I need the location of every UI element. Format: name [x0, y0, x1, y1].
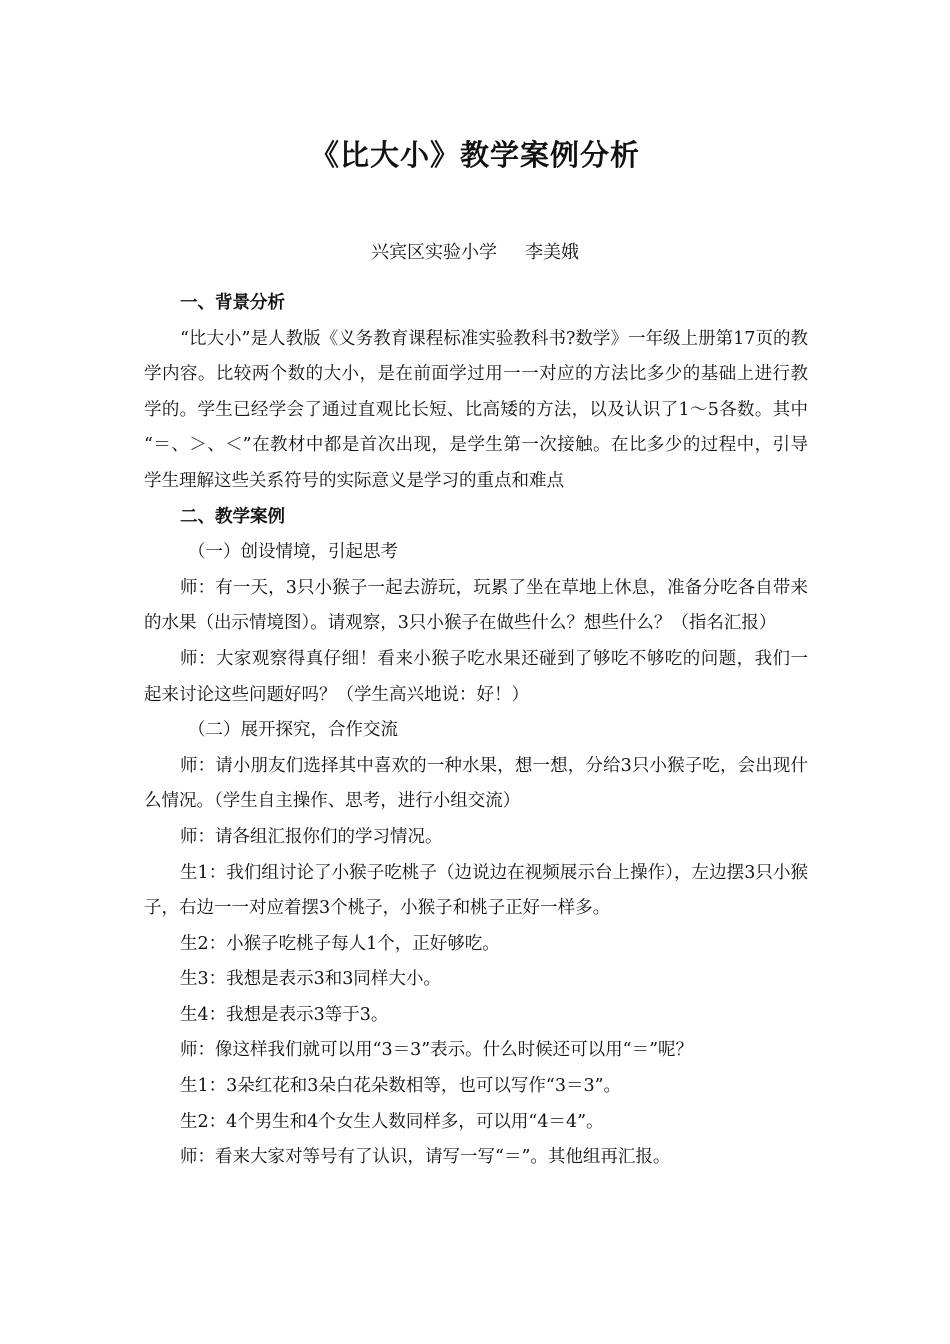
document-body	[144, 286, 808, 1176]
body-paragraph: 师：像这样我们就可以用“3＝3”表示。什么时候还可以用“＝”呢？	[180, 1040, 694, 1061]
body-paragraph: 师：请小朋友们选择其中喜欢的一种水果，想一想，分给3只小猴子吃，会出现什么情况。（学生自主操作、思考，进行小组交流）	[144, 755, 808, 812]
author-school: 兴宾区实验小学	[371, 242, 497, 263]
body-paragraph: 师：看来大家对等号有了认识，请写一写“＝”。其他组再汇报。	[180, 1147, 671, 1168]
body-paragraph: 师：请各组汇报你们的学习情况。	[180, 826, 443, 847]
body-paragraph: 生2：4个男生和4个女生人数同样多，可以用“4＝4”。	[180, 1111, 604, 1132]
body-paragraph: 生3：我想是表示3和3同样大小。	[180, 969, 441, 990]
body-paragraph: 师：大家观察得真仔细！看来小猴子吃水果还碰到了够吃不够吃的问题，我们一起来讨论这些问题好吗？（学生高兴地说：好！）	[144, 648, 808, 705]
subsection-heading: （二）展开探究，合作交流	[188, 720, 398, 741]
body-paragraph: 生1：我们组讨论了小猴子吃桃子（边说边在视频展示台上操作），左边摆3只小猴子，右边一一对应着摆3个桃子，小猴子和桃子正好一样多。	[144, 862, 808, 919]
body-paragraph: 生4：我想是表示3等于3。	[180, 1004, 389, 1025]
section-heading: 一、背景分析	[180, 293, 285, 313]
author-name: 李美娥	[525, 242, 579, 263]
body-paragraph: 师：有一天，3只小猴子一起去游玩，玩累了坐在草地上休息，准备分吃各自带来的水果（出示情境图）。请观察，3只小猴子在做些什么？想些什么？（指名汇报）	[144, 577, 808, 634]
document-title: 《比大小》教学案例分析	[309, 138, 640, 172]
subsection-heading: （一）创设情境，引起思考	[188, 542, 398, 563]
body-paragraph: “比大小”是人教版《义务教育课程标准实验教科书?数学》一年级上册第17页的教学内容。比较两个数的大小，是在前面学过用一一对应的方法比多少的基础上进行教学的。学生已经学会了通过直观比长短、比高矮的方法，以及认识了1～5各数。其中 “＝、＞、＜”在教材中都是首次出现，是学生第一次接触。在比多少的过程中，引导学生理解这些关系符号的实际意义是学习的重点和难点	[144, 328, 808, 491]
body-paragraph: 生2：小猴子吃桃子每人1个，正好够吃。	[180, 933, 500, 954]
section-heading: 二、教学案例	[180, 506, 285, 527]
author-line	[0, 238, 950, 264]
body-paragraph: 生1：3朵红花和3朵白花朵数相等，也可以写作“3＝3”。	[180, 1076, 622, 1097]
